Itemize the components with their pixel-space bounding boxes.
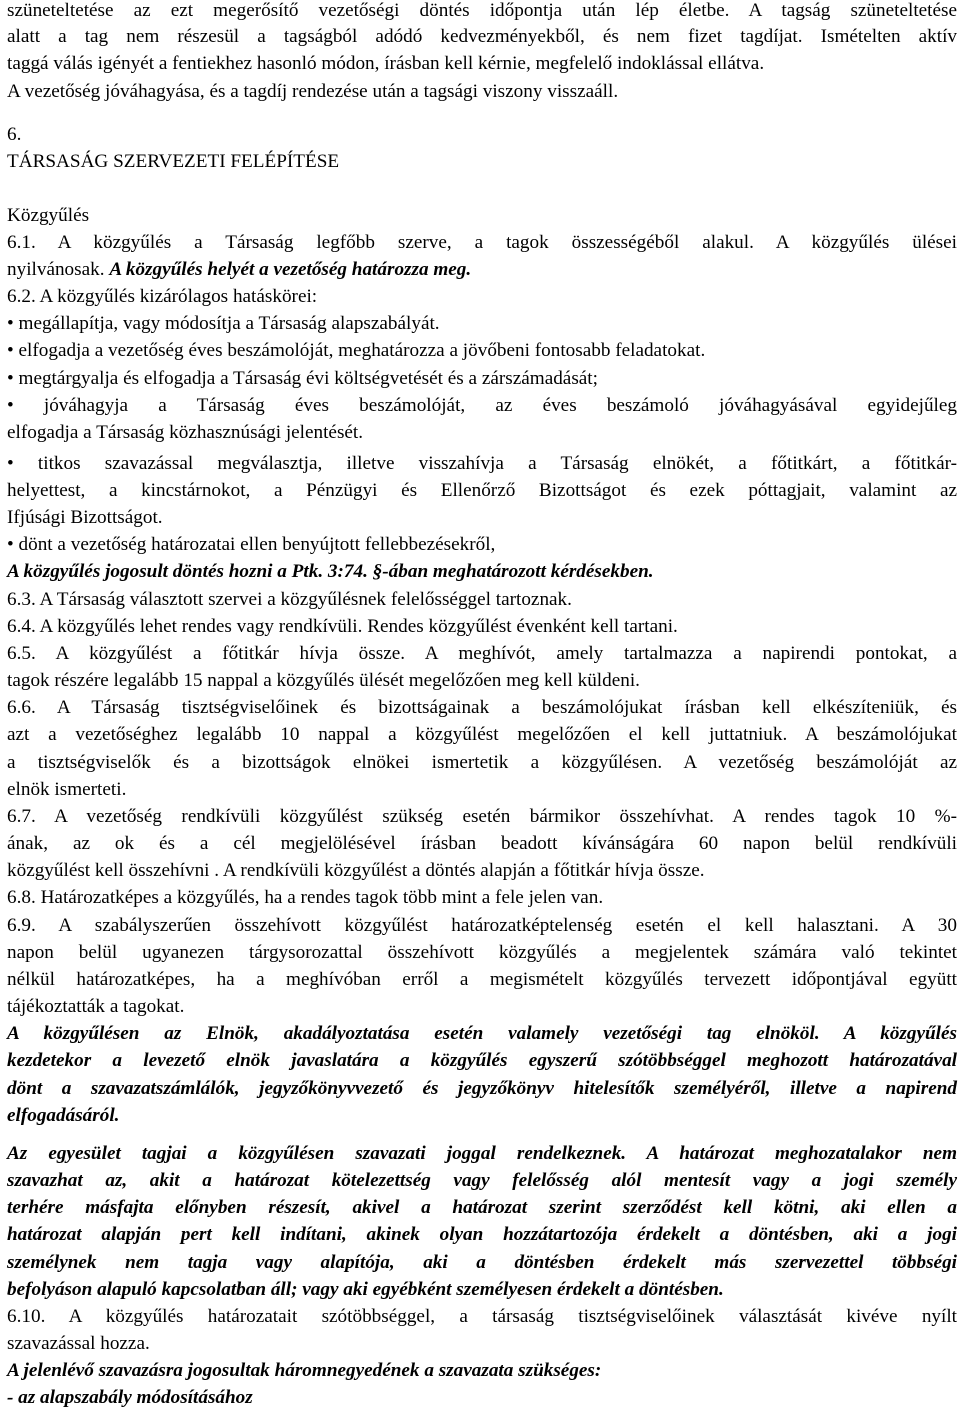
- emphasis-text: személynek nem tagja vagy alapítója, aki a döntésben érdekelt más szervezettel többségi: [7, 1252, 957, 1273]
- text-line: szavazással hozza.: [7, 1333, 150, 1354]
- section-title: TÁRSASÁG SZERVEZETI FELÉPÍTÉSE: [7, 151, 340, 172]
- text-line: 6.4. A közgyűlés lehet rendes vagy rendkívüli. Rendes közgyűlést évenként kell tartani.: [7, 616, 678, 637]
- emphasis-text: szavazhat az, akit a határozat kötelezettség vagy felelősség alól mentesít vagy a jogi személy: [7, 1170, 957, 1191]
- list-item: • jóváhagyja a Társaság éves beszámolóját, az éves beszámoló jóváhagyásával egyidejűleg: [7, 395, 957, 416]
- text-line: ának, az ok és a cél megjelölésével írásban beadott kívánságára 60 napon belül rendkívüli: [7, 833, 957, 854]
- emphasis-text: dönt a szavazatszámlálók, jegyzőkönyvvezető és jegyzőkönyv hitelesítők személyéről, illetve a napirend: [7, 1078, 957, 1099]
- list-item: • megállapítja, vagy módosítja a Társaság alapszabályát.: [7, 313, 440, 334]
- text-line: 6.1. A közgyűlés a Társaság legfőbb szerve, a tagok összességéből alakul. A közgyűlés ülései: [7, 232, 957, 253]
- emphasis-text: befolyáson alapuló kapcsolatban áll; vagy aki egyébként személyesen érdekelt a döntésben.: [7, 1279, 724, 1300]
- text-line: Ifjúsági Bizottságot.: [7, 507, 163, 528]
- text-line: tájékoztatták a tagokat.: [7, 996, 185, 1017]
- text-line: tagok részére legalább 15 nappal a közgyűlés ülését megelőzően meg kell küldeni.: [7, 670, 640, 691]
- text-line: A vezetőség jóváhagyása, és a tagdíj rendezése után a tagsági viszony visszaáll.: [7, 81, 619, 102]
- text-line: napon belül ugyanezen tárgysorozattal összehívott közgyűlés a megjelentek számára való tekintet: [7, 942, 957, 963]
- text-line: azt a vezetőséghez legalább 10 nappal a közgyűlést megelőzően el kell juttatniuk. A beszámolójukat: [7, 724, 957, 745]
- emphasis-text: Az egyesület tagjai a közgyűlésen szavazati joggal rendelkeznek. A határozat meghozatalakor nem: [7, 1143, 957, 1164]
- text-line: nélkül határozatképes, ha a meghívóban erről a megismételt közgyűlés tervezett időpontjával együtt: [7, 969, 957, 990]
- text-segment: nyilvánosak.: [7, 259, 105, 280]
- emphasis-text: terhére másfajta előnyben részesít, akivel a határozat szerint szerződést kell kötni, aki ellen a: [7, 1197, 957, 1218]
- emphasis-text: A közgyűlésen az Elnök, akadályoztatása esetén valamely vezetőségi tag elnököl. A közgyűlés: [7, 1023, 957, 1044]
- emphasis-text: A közgyűlés jogosult döntés hozni a Ptk. 3:74. §-ában meghatározott kérdésekben.: [7, 561, 654, 582]
- list-item: • dönt a vezetőség határozatai ellen benyújtott fellebbezésekről,: [7, 534, 496, 555]
- text-line: elfogadja a Társaság közhasznúsági jelentését.: [7, 422, 364, 443]
- emphasis-text: A jelenlévő szavazásra jogosultak háromnegyedének a szavazata szükséges:: [7, 1360, 602, 1381]
- text-line: szüneteltetése az ezt megerősítő vezetőségi döntés időpontja után lép életbe. A tagság szüneteltetése: [7, 0, 957, 21]
- emphasis-text: A közgyűlés helyét a vezetőség határozza meg.: [109, 259, 472, 280]
- emphasis-text: kezdetekor a levezető elnök javaslatára a közgyűlés egyszerű szótöbbséggel meghozott határozatával: [7, 1050, 957, 1071]
- text-line: [7, 257, 957, 283]
- emphasis-text: elfogadásáról.: [7, 1105, 120, 1126]
- text-line: 6.9. A szabályszerűen összehívott közgyűlést határozatképtelenség esetén el kell halasztani. A 30: [7, 915, 957, 936]
- list-item: • titkos szavazással megválasztja, illetve visszahívja a Társaság elnökét, a főtitkárt, a főtitkár-: [7, 453, 957, 474]
- text-line: 6.2. A közgyűlés kizárólagos hatáskörei:: [7, 286, 318, 307]
- text-line: 6.8. Határozatképes a közgyűlés, ha a rendes tagok több mint a fele jelen van.: [7, 887, 604, 908]
- text-line: helyettest, a kincstárnokot, a Pénzügyi és Ellenőrző Bizottságot és ezek póttagjait, valamint az: [7, 480, 957, 501]
- emphasis-text: - az alapszabály módosításához: [7, 1387, 253, 1408]
- text-line: 6.3. A Társaság választott szervei a közgyűlésnek felelősséggel tartoznak.: [7, 589, 572, 610]
- text-line: a tisztségviselők és a bizottságok elnökei ismertetik a közgyűlésen. A vezetőség beszámolóját az: [7, 752, 957, 773]
- subsection-title: Közgyűlés: [7, 205, 90, 226]
- section-number: 6.: [7, 124, 22, 145]
- text-line: 6.5. A közgyűlést a főtitkár hívja össze. A meghívót, amely tartalmazza a napirendi pontokat, a: [7, 643, 957, 664]
- list-item: • elfogadja a vezetőség éves beszámolóját, meghatározza a jövőbeni fontosabb feladatokat.: [7, 340, 706, 361]
- list-item: • megtárgyalja és elfogadja a Társaság évi költségvetését és a zárszámadását;: [7, 368, 598, 389]
- text-line: 6.10. A közgyűlés határozatait szótöbbséggel, a társaság tisztségviselőinek választását kivéve nyílt: [7, 1306, 957, 1327]
- text-line: alatt a tag nem részesül a tagságból adódó kedvezményekből, és nem fizet tagdíjat. Ismételten aktív: [7, 26, 957, 47]
- emphasis-text: határozat alapján pert kell indítani, akinek olyan hozzátartozója érdekelt a döntésben, aki a jogi: [7, 1224, 957, 1245]
- text-line: elnök ismerteti.: [7, 779, 127, 800]
- text-line: közgyűlést kell összehívni . A rendkívüli közgyűlést a döntés alapján a főtitkár hívja össze.: [7, 860, 705, 881]
- text-line: taggá válás igényét a fentiekhez hasonló módon, írásban kell kérnie, megfelelő indoklással ellátva.: [7, 53, 765, 74]
- text-line: 6.7. A vezetőség rendkívüli közgyűlést szükség esetén bármikor összehívhat. A rendes tagok 10 %-: [7, 806, 957, 827]
- text-line: 6.6. A Társaság tisztségviselőinek és bizottságainak a beszámolójukat írásban kell elkészíteniük, és: [7, 697, 957, 718]
